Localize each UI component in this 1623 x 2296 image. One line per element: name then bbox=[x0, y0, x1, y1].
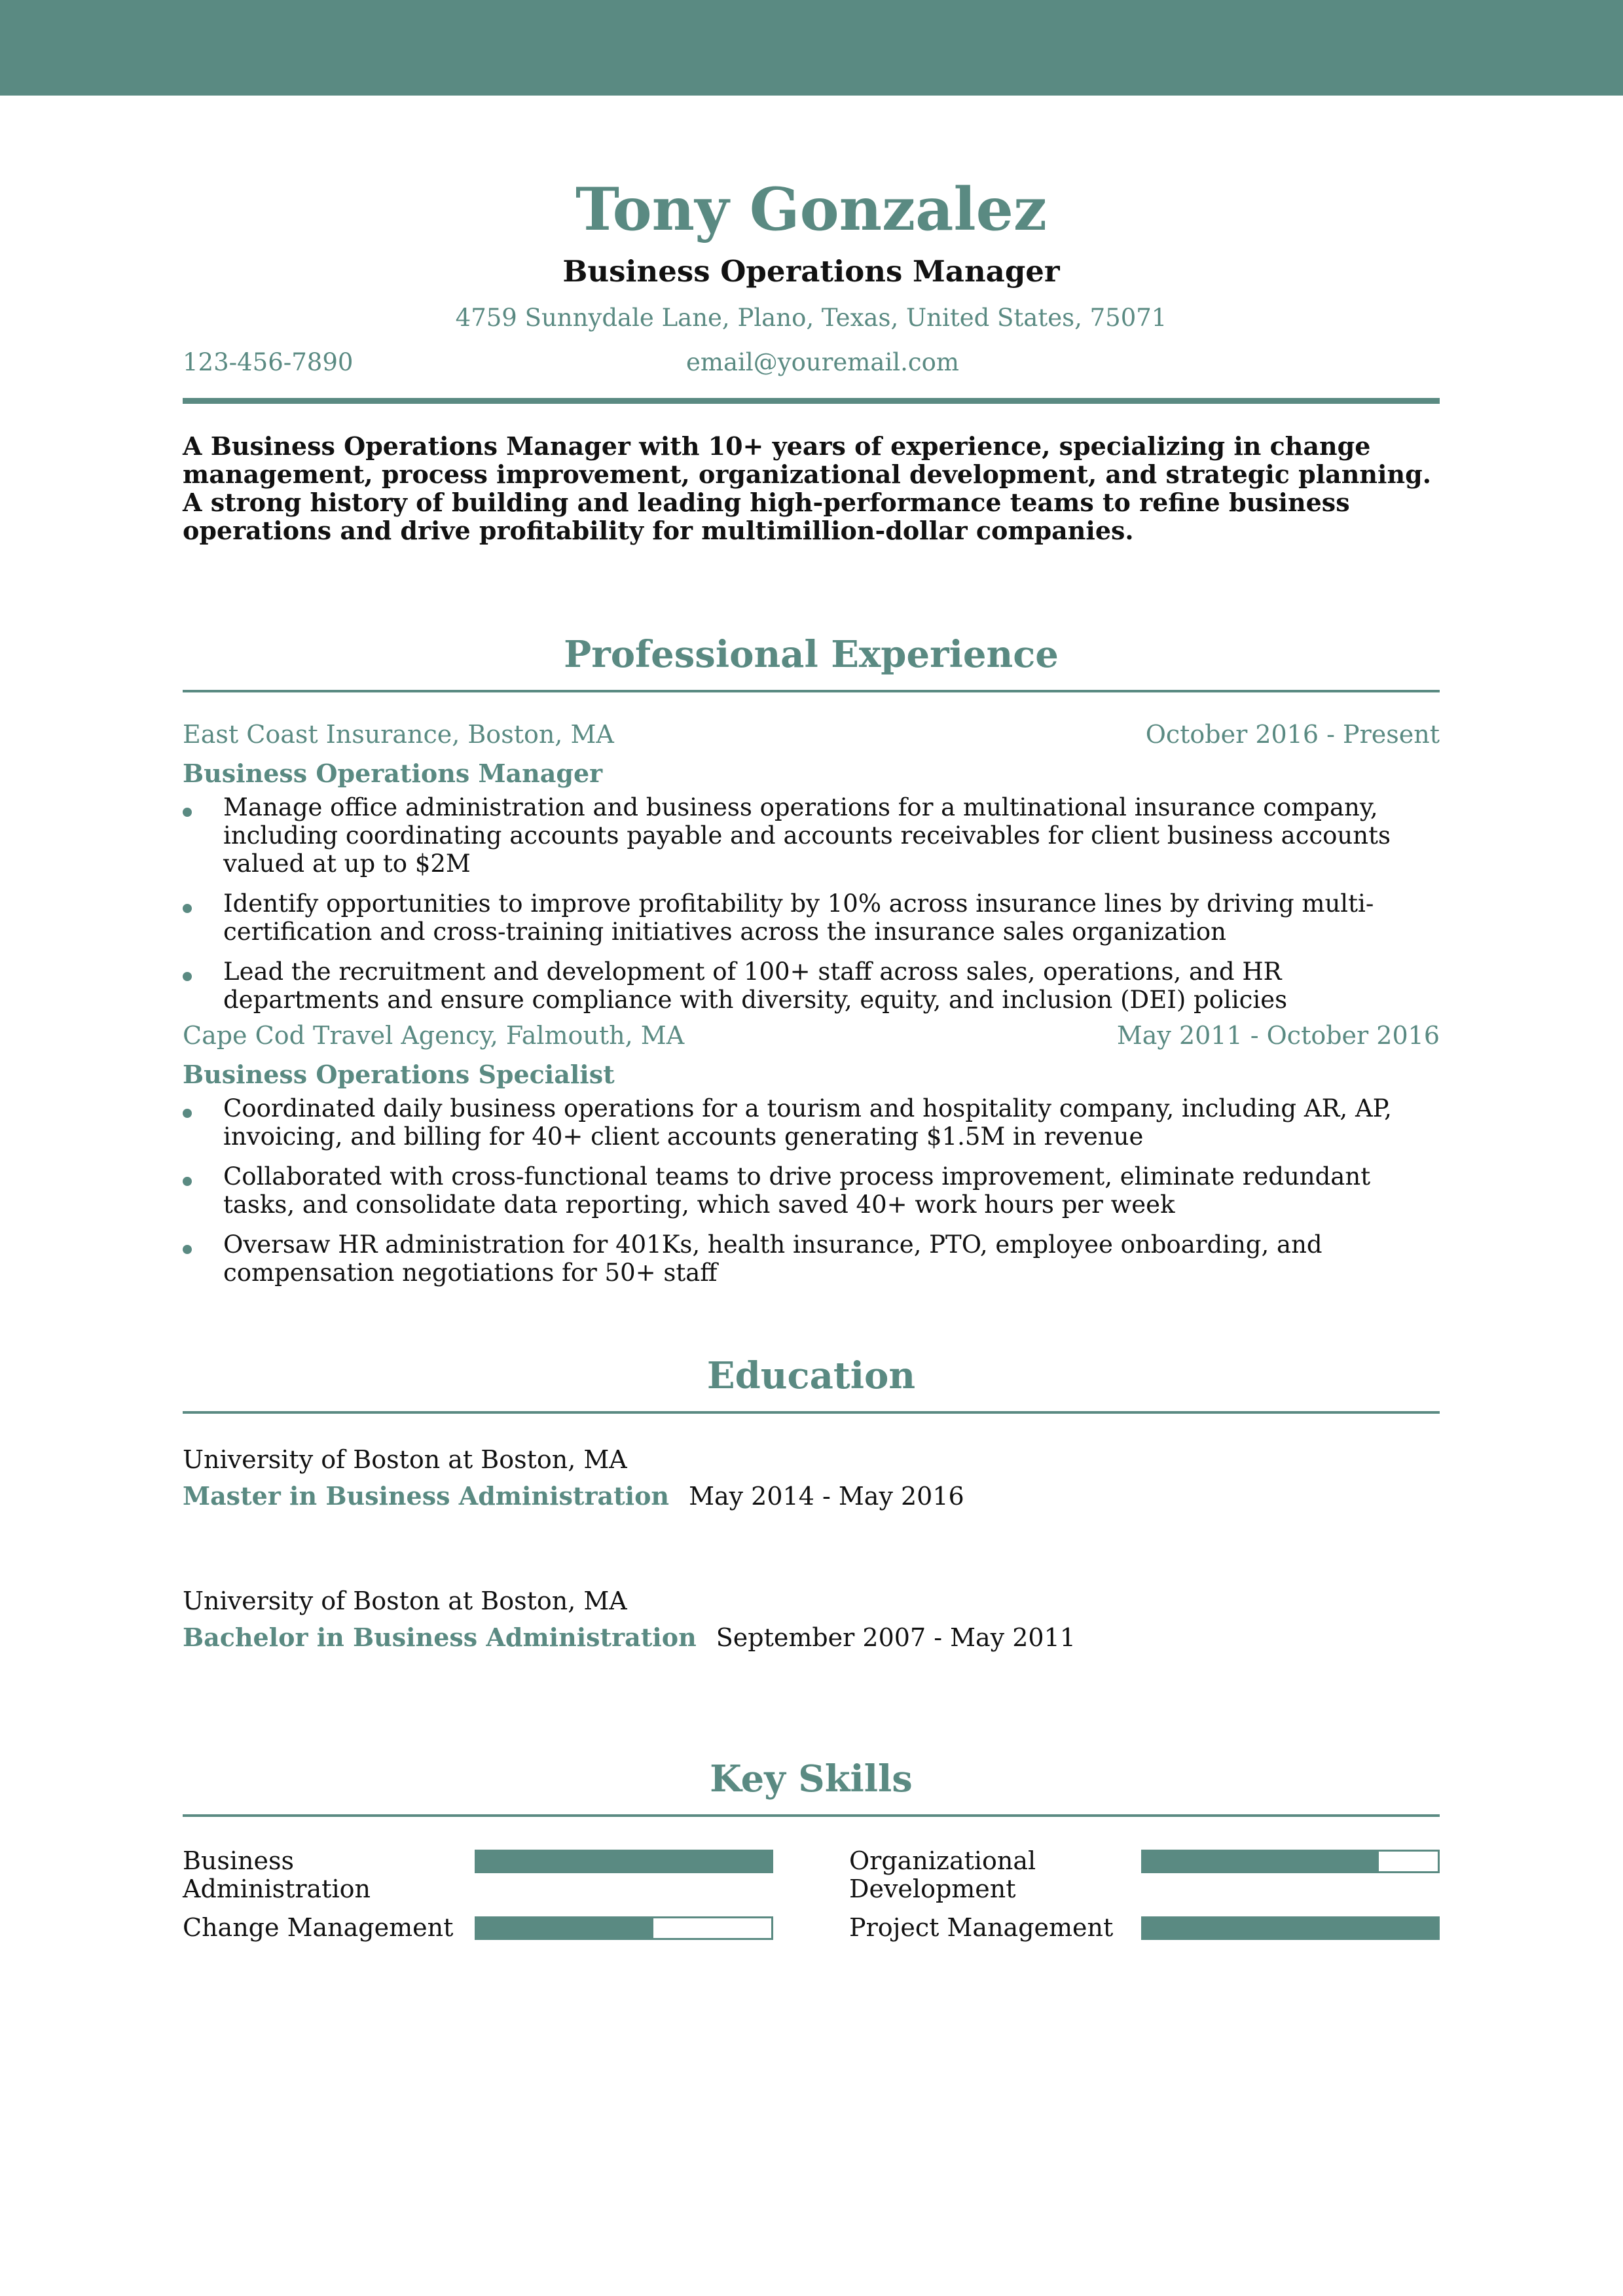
summary: A Business Operations Manager with 10+ years of experience, specializing in change management, process improvement, organizational development, and strategic planning. A strong history of building and leading high-performance teams to refine business operations and drive profitability for multimillion-dollar companies. bbox=[183, 431, 1431, 545]
education-entry bbox=[183, 1583, 1440, 1656]
list-item: Lead the recruitment and development of 100+ staff across sales, operations, and HR departments and ensure compliance with diversity, equity, and inclusion (DEI) policies bbox=[183, 958, 1440, 1014]
bullet-icon bbox=[183, 1177, 192, 1186]
skill-name: Business Administration bbox=[183, 1846, 371, 1903]
skill-item bbox=[849, 1847, 1451, 1906]
bullet-icon bbox=[183, 808, 192, 817]
skill-level-bar bbox=[475, 1850, 773, 1873]
list-item: Manage office administration and business operations for a multinational insurance company, including coordinating accounts payable and accounts receivables for client business accounts valued at up to $2M bbox=[183, 793, 1440, 878]
skill-level-bar bbox=[1141, 1916, 1440, 1940]
skill-level-bar bbox=[1141, 1850, 1440, 1873]
skill-item bbox=[183, 1914, 785, 1953]
section-title-experience: Professional Experience bbox=[564, 633, 1059, 676]
education-entry bbox=[183, 1441, 1440, 1515]
skill-name: Organizational Development bbox=[849, 1846, 1036, 1903]
edu-school: University of Boston at Boston, MA bbox=[183, 1587, 627, 1615]
address: 4759 Sunnydale Lane, Plano, Texas, United States, 75071 bbox=[455, 304, 1167, 332]
job-role: Business Operations Specialist bbox=[183, 1060, 615, 1089]
section-divider bbox=[183, 690, 1440, 692]
section-title-skills: Key Skills bbox=[710, 1757, 913, 1801]
job-entry bbox=[183, 720, 1440, 1026]
job-bullets bbox=[183, 1094, 1440, 1287]
edu-school: University of Boston at Boston, MA bbox=[183, 1445, 627, 1474]
job-dates: October 2016 - Present bbox=[1145, 720, 1440, 749]
job-company: Cape Cod Travel Agency, Falmouth, MA bbox=[183, 1021, 685, 1050]
edu-degree: Bachelor in Business Administration bbox=[183, 1623, 697, 1652]
candidate-name: Tony Gonzalez bbox=[575, 175, 1048, 244]
resume-header bbox=[183, 170, 1440, 338]
section-title-education: Education bbox=[706, 1354, 916, 1397]
list-item: Oversaw HR administration for 401Ks, health insurance, PTO, employee onboarding, and compensation negotiations for 50+ staff bbox=[183, 1230, 1440, 1287]
skill-name: Project Management bbox=[849, 1913, 1114, 1942]
skill-name: Change Management bbox=[183, 1913, 454, 1942]
bullet-icon bbox=[183, 1245, 192, 1254]
section-divider bbox=[183, 1814, 1440, 1817]
bullet-icon bbox=[183, 1109, 192, 1118]
job-bullets bbox=[183, 793, 1440, 1014]
top-color-bar bbox=[0, 0, 1623, 96]
edu-degree: Master in Business Administration bbox=[183, 1481, 670, 1511]
phone: 123-456-7890 bbox=[183, 348, 354, 376]
header-divider bbox=[183, 398, 1440, 404]
edu-dates: May 2014 - May 2016 bbox=[689, 1482, 964, 1511]
skill-item bbox=[183, 1847, 785, 1906]
job-role: Business Operations Manager bbox=[183, 759, 603, 788]
list-item: Identify opportunities to improve profitability by 10% across insurance lines by driving multi-certification and cross-training initiatives across the insurance sales organization bbox=[183, 889, 1440, 946]
contact-row bbox=[183, 348, 1440, 394]
skill-level-bar bbox=[475, 1916, 773, 1940]
candidate-title: Business Operations Manager bbox=[562, 254, 1060, 289]
skill-item bbox=[849, 1914, 1451, 1953]
email: email@youremail.com bbox=[686, 348, 959, 376]
bullet-icon bbox=[183, 972, 192, 981]
job-dates: May 2011 - October 2016 bbox=[1116, 1021, 1440, 1050]
edu-dates: September 2007 - May 2011 bbox=[716, 1623, 1076, 1652]
job-entry bbox=[183, 1021, 1440, 1299]
section-divider bbox=[183, 1411, 1440, 1414]
list-item: Collaborated with cross-functional teams to drive process improvement, eliminate redundant tasks, and consolidate data reporting, which saved 40+ work hours per week bbox=[183, 1162, 1440, 1219]
job-company: East Coast Insurance, Boston, MA bbox=[183, 720, 614, 749]
bullet-icon bbox=[183, 904, 192, 913]
list-item: Coordinated daily business operations for a tourism and hospitality company, including AR, AP, invoicing, and billing for 40+ client accounts generating $1.5M in revenue bbox=[183, 1094, 1440, 1151]
